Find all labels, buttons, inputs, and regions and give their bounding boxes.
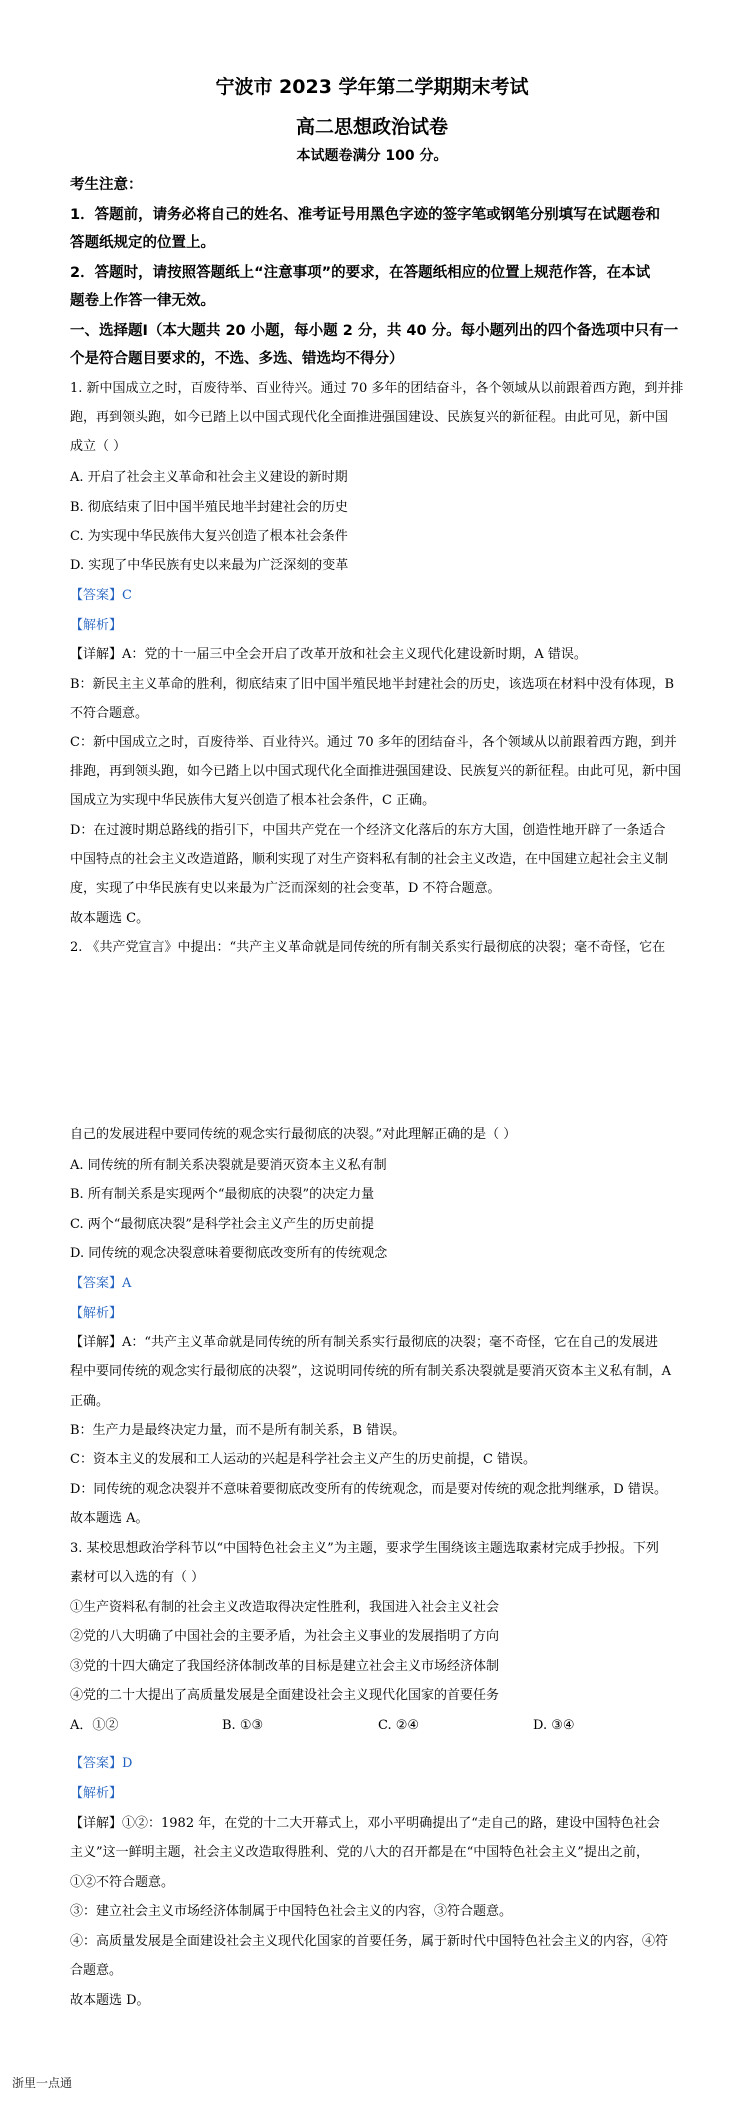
notice-heading: 考生注意：: [70, 177, 143, 193]
q1-detail-line-9: 度，实现了中华民族有史以来最为广泛而深刻的社会变革，D 不符合题意。: [70, 881, 501, 896]
q3-detail-line-6: 合题意。: [70, 1963, 123, 1978]
q1-detail-line-8: 中国特点的社会主义改造道路，顺利实现了对生产资料私有制的社会主义改造，在中国建立起社会主义制: [70, 852, 669, 867]
q1-analysis-label: 【解析】: [70, 618, 123, 633]
q3-answer: 【答案】D: [70, 1756, 133, 1771]
q3-stem-line-2: 素材可以入选的有（ ）: [70, 1570, 205, 1585]
q3-statement-4: ④党的二十大提出了高质量发展是全面建设社会主义现代化国家的首要任务: [70, 1688, 500, 1703]
score-note: 本试题卷满分 100 分。: [296, 148, 448, 164]
q3-statement-1: ①生产资料私有制的社会主义改造取得决定性胜利，我国进入社会主义社会: [70, 1600, 500, 1615]
q3-analysis-label: 【解析】: [70, 1786, 123, 1801]
q3-statement-2: ②党的八大明确了中国社会的主要矛盾，为社会主义事业的发展指明了方向: [70, 1629, 500, 1644]
exam-title: 宁波市 2023 学年第二学期期末考试: [215, 76, 529, 98]
section-heading-line-1: 一、选择题Ⅰ（本大题共 20 小题，每小题 2 分，共 40 分。每小题列出的四个备选项中只有一: [70, 323, 679, 339]
q3-detail-line-1: 【详解】①②：1982 年，在党的十二大开幕式上，邓小平明确提出了“走自己的路，建设中国特色社会: [70, 1816, 660, 1831]
q2-detail-line-2: 程中要同传统的观念实行最彻底的决裂”，这说明同传统的所有制关系决裂就是要消灭资本主义私有制，A: [70, 1364, 672, 1379]
q2-detail-line-3: 正确。: [70, 1394, 110, 1409]
q1-detail-line-1: 【详解】A：党的十一届三中全会开启了改革开放和社会主义现代化建设新时期，A 错误。: [70, 647, 587, 662]
q3-option-d: D. ③④: [533, 1718, 575, 1733]
q1-detail-line-10: 故本题选 C。: [70, 911, 150, 926]
q2-stem-line-2: 自己的发展进程中要同传统的观念实行最彻底的决裂。”对此理解正确的是（ ）: [70, 1127, 517, 1142]
q1-answer: 【答案】C: [70, 588, 132, 603]
q3-detail-line-4: ③：建立社会主义市场经济体制属于中国特色社会主义的内容，③符合题意。: [70, 1904, 513, 1919]
q2-detail-line-5: C：资本主义的发展和工人运动的兴起是科学社会主义产生的历史前提，C 错误。: [70, 1452, 537, 1467]
exam-subtitle: 高二思想政治试卷: [295, 116, 448, 138]
q2-detail-line-6: D：同传统的观念决裂并不意味着要彻底改变所有的传统观念，而是要对传统的观念批判继承，D 错误。: [70, 1482, 667, 1497]
q2-option-c: C. 两个“最彻底决裂”是科学社会主义产生的历史前提: [70, 1217, 375, 1232]
q2-detail-line-1: 【详解】A：“共产主义革命就是同传统的所有制关系实行最彻底的决裂；毫不奇怪，它在自己的发展进: [70, 1335, 659, 1350]
q3-detail-line-5: ④：高质量发展是全面建设社会主义现代化国家的首要任务，属于新时代中国特色社会主义的内容，④符: [70, 1934, 669, 1949]
notice-item-1-line-2: 答题纸规定的位置上。: [70, 235, 215, 251]
q1-detail-line-4: C：新中国成立之时，百废待举、百业待兴。通过 70 多年的团结奋斗，各个领域从以前跟着西方跑，到并: [70, 735, 677, 750]
q2-stem-line-1: 2. 《共产党宣言》中提出：“共产主义革命就是同传统的所有制关系实行最彻底的决裂；毫不奇怪，它在: [70, 940, 666, 955]
q1-stem-line-3: 成立（ ）: [70, 439, 127, 454]
q3-detail-line-7: 故本题选 D。: [70, 1993, 150, 2008]
q1-detail-line-2: B：新民主主义革命的胜利，彻底结束了旧中国半殖民地半封建社会的历史，该选项在材料中没有体现，B: [70, 677, 675, 692]
notice-item-2-line-1: 2．答题时，请按照答题纸上“注意事项”的要求，在答题纸相应的位置上规范作答，在本试: [70, 265, 651, 281]
q3-detail-line-3: ①②不符合题意。: [70, 1875, 175, 1890]
q2-option-b: B. 所有制关系是实现两个“最彻底的决裂”的决定力量: [70, 1187, 375, 1202]
q3-stem-line-1: 3. 某校思想政治学科节以“中国特色社会主义”为主题，要求学生围绕该主题选取素材完成手抄报。下列: [70, 1541, 659, 1556]
q2-option-d: D. 同传统的观念决裂意味着要彻底改变所有的传统观念: [70, 1246, 388, 1261]
q2-detail-line-4: B：生产力是最终决定力量，而不是所有制关系，B 错误。: [70, 1423, 406, 1438]
q3-statement-3: ③党的十四大确定了我国经济体制改革的目标是建立社会主义市场经济体制: [70, 1659, 500, 1674]
q2-answer: 【答案】A: [70, 1276, 132, 1291]
notice-item-2-line-2: 题卷上作答一律无效。: [70, 293, 215, 309]
q1-detail-line-5: 排跑，再到领头跑，如今已踏上以中国式现代化全面推进强国建设、民族复兴的新征程。由此可见，新中国: [70, 764, 682, 779]
notice-item-1-line-1: 1．答题前，请务必将自己的姓名、准考证号用黑色字迹的签字笔或钢笔分别填写在试题卷和: [70, 207, 661, 223]
q1-option-b: B. 彻底结束了旧中国半殖民地半封建社会的历史: [70, 500, 348, 515]
q1-detail-line-3: 不符合题意。: [70, 706, 149, 721]
footer-label: 浙里一点通: [12, 2076, 73, 2090]
q3-option-c: C. ②④: [378, 1718, 420, 1733]
q3-option-a: A．①②: [70, 1718, 119, 1733]
q3-detail-line-2: 主义”这一鲜明主题，社会主义改造取得胜利、党的八大的召开都是在“中国特色社会主义”提出之前，: [70, 1845, 649, 1860]
q1-detail-line-6: 国成立为实现中华民族伟大复兴创造了根本社会条件，C 正确。: [70, 793, 436, 808]
q1-option-a: A. 开启了社会主义革命和社会主义建设的新时期: [70, 470, 348, 485]
q1-option-c: C. 为实现中华民族伟大复兴创造了根本社会条件: [70, 529, 348, 544]
q1-option-d: D. 实现了中华民族有史以来最为广泛深刻的变革: [70, 558, 349, 573]
q1-stem-line-1: 1. 新中国成立之时，百废待举、百业待兴。通过 70 多年的团结奋斗，各个领域从以前跟着西方跑，到并排: [70, 381, 684, 396]
q1-detail-line-7: D：在过渡时期总路线的指引下，中国共产党在一个经济文化落后的东方大国，创造性地开辟了一条适合: [70, 823, 666, 838]
q3-option-b: B. ①③: [222, 1718, 264, 1733]
q1-stem-line-2: 跑，再到领头跑，如今已踏上以中国式现代化全面推进强国建设、民族复兴的新征程。由此可见，新中国: [70, 410, 669, 425]
q2-option-a: A. 同传统的所有制关系决裂就是要消灭资本主义私有制: [70, 1158, 387, 1173]
q2-detail-line-7: 故本题选 A。: [70, 1511, 149, 1526]
section-heading-line-2: 个是符合题目要求的，不选、多选、错选均不得分）: [70, 351, 404, 367]
q2-analysis-label: 【解析】: [70, 1306, 123, 1321]
